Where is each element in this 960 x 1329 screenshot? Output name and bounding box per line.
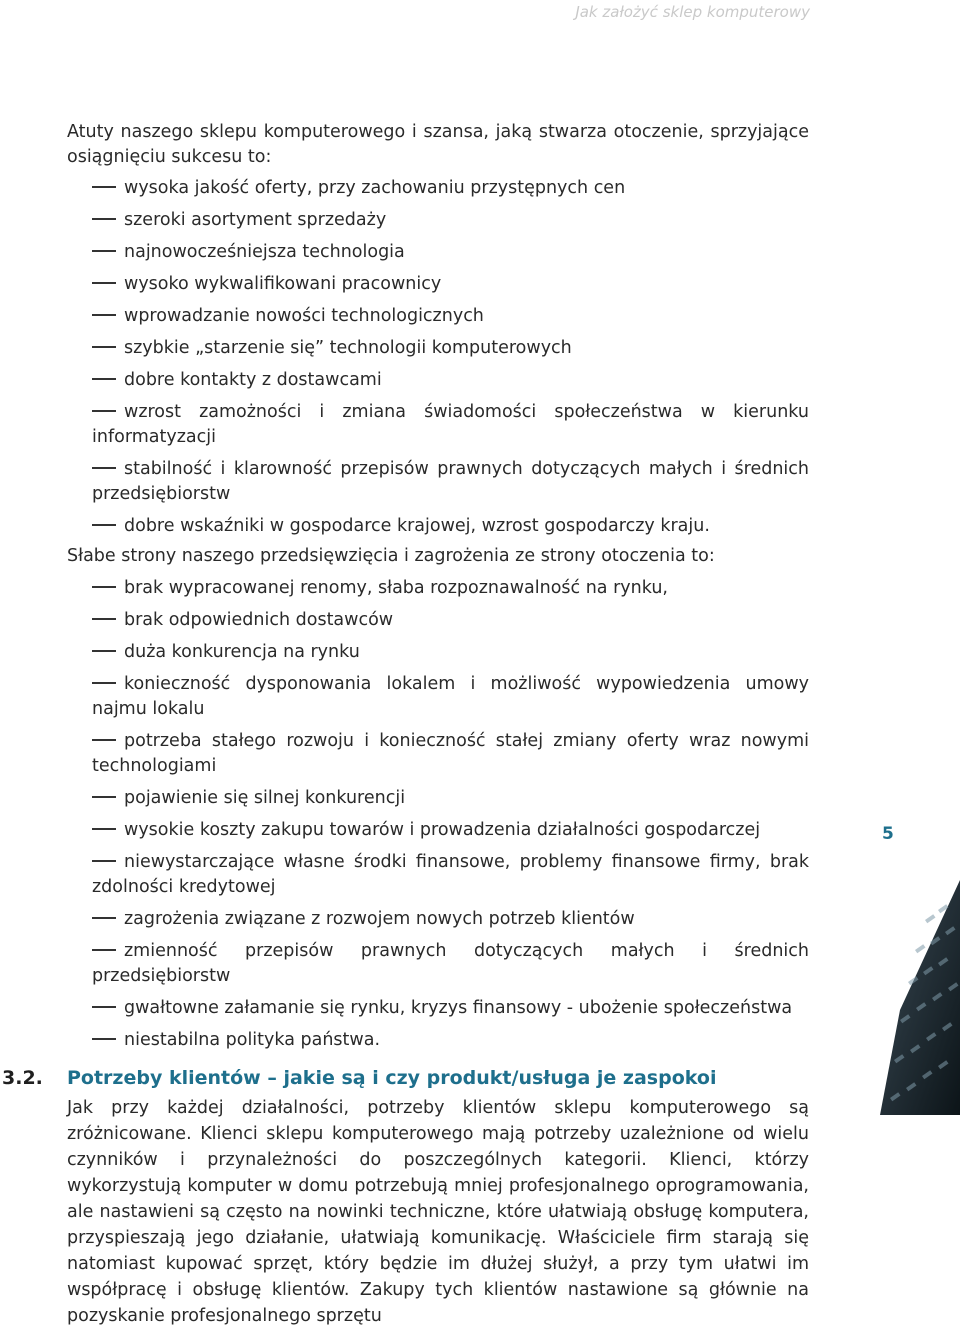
dash-bullet-icon bbox=[92, 524, 116, 525]
weaknesses-intro: Słabe strony naszego przedsięwzięcia i zagrożenia ze strony otoczenia to: bbox=[67, 546, 715, 566]
list-item-text: zagrożenia związane z rozwojem nowych potrzeb klientów bbox=[124, 909, 635, 929]
dash-bullet-icon bbox=[92, 618, 116, 619]
dash-bullet-icon bbox=[92, 346, 116, 347]
list-item-text: konieczność dysponowania lokalem i możliwość wypowiedzenia umowy najmu lokalu bbox=[92, 674, 809, 719]
list-item bbox=[92, 672, 809, 722]
list-item-text: pojawienie się silnej konkurencji bbox=[124, 788, 406, 808]
list-item bbox=[92, 514, 809, 539]
list-item bbox=[92, 272, 809, 297]
list-item-text: wzrost zamożności i zmiana świadomości społeczeństwa w kierunku informatyzacji bbox=[92, 402, 809, 447]
dash-bullet-icon bbox=[92, 682, 116, 683]
list-item-text: wysokie koszty zakupu towarów i prowadzenia działalności gospodarczej bbox=[124, 820, 761, 840]
list-item-text: szybkie „starzenie się” technologii komputerowych bbox=[124, 338, 572, 358]
strengths-list bbox=[92, 176, 809, 539]
list-item bbox=[92, 176, 809, 201]
list-item bbox=[92, 400, 809, 450]
dash-bullet-icon bbox=[92, 917, 116, 918]
dash-bullet-icon bbox=[92, 186, 116, 187]
list-item bbox=[92, 304, 809, 329]
page-number: 5 bbox=[882, 824, 894, 844]
dash-bullet-icon bbox=[92, 250, 116, 251]
strengths-intro: Atuty naszego sklepu komputerowego i szansa, jaką stwarza otoczenie, sprzyjające osiągnięciu sukcesu to: bbox=[67, 122, 809, 167]
list-item bbox=[92, 336, 809, 361]
main-content bbox=[2, 120, 809, 1329]
list-item bbox=[92, 939, 809, 989]
list-item-text: niestabilna polityka państwa. bbox=[124, 1030, 381, 1050]
list-item bbox=[92, 640, 809, 665]
dash-bullet-icon bbox=[92, 828, 116, 829]
dash-bullet-icon bbox=[92, 739, 116, 740]
dash-bullet-icon bbox=[92, 218, 116, 219]
list-item-text: stabilność i klarowność przepisów prawnych dotyczących małych i średnich przedsiębiorstw bbox=[92, 459, 809, 504]
list-item-text: dobre kontakty z dostawcami bbox=[124, 370, 382, 390]
section-heading bbox=[2, 1065, 809, 1091]
list-item bbox=[92, 786, 809, 811]
section-body: Jak przy każdej działalności, potrzeby klientów sklepu komputerowego są zróżnicowane. Klienci sklepu komputerowego mają potrzeby uzależnione od wielu czynników i przynależności do poszczególnych kategorii. Klienci, którzy wykorzystują komputer w domu potrzebują mniej profesjonalnego oprogramowania, ale nastawieni są często na nowinki techniczne, które ułatwiają obsługę komputera, przyspieszają jego działanie, ułatwiają komunikację. Właściciele firm starają się natomiast kupować sprzęt, który będzie im dłużej służył, a przy tym ułatwi im współpracę i obsługę klientów. Zakupy tych klientów nastawione są głównie na pozyskanie profesjonalnego sprzętu bbox=[67, 1098, 809, 1326]
list-item bbox=[92, 368, 809, 393]
running-header: Jak założyć sklep komputerowy bbox=[575, 3, 810, 21]
dash-bullet-icon bbox=[92, 1006, 116, 1007]
dash-bullet-icon bbox=[92, 650, 116, 651]
list-item bbox=[92, 996, 809, 1021]
section-number: 3.2. bbox=[2, 1067, 43, 1089]
weaknesses-list bbox=[92, 576, 809, 1053]
list-item bbox=[92, 1028, 809, 1053]
dash-bullet-icon bbox=[92, 586, 116, 587]
list-item bbox=[92, 818, 809, 843]
list-item-text: zmienność przepisów prawnych dotyczących małych i średnich przedsiębiorstw bbox=[92, 941, 809, 986]
dash-bullet-icon bbox=[92, 1038, 116, 1039]
list-item-text: wysoko wykwalifikowani pracownicy bbox=[124, 274, 442, 294]
dash-bullet-icon bbox=[92, 410, 116, 411]
list-item bbox=[92, 457, 809, 507]
dash-bullet-icon bbox=[92, 378, 116, 379]
list-item-text: brak odpowiednich dostawców bbox=[124, 610, 394, 630]
dash-bullet-icon bbox=[92, 282, 116, 283]
section-title: Potrzeby klientów – jakie są i czy produkt/usługa je zaspokoi bbox=[67, 1067, 717, 1089]
list-item bbox=[92, 240, 809, 265]
list-item bbox=[92, 576, 809, 601]
list-item-text: potrzeba stałego rozwoju i konieczność stałej zmiany oferty wraz nowymi technologiami bbox=[92, 731, 809, 776]
decorative-keyboard-image bbox=[870, 860, 960, 1120]
list-item-text: gwałtowne załamanie się rynku, kryzys finansowy - ubożenie społeczeństwa bbox=[124, 998, 793, 1018]
list-item-text: wprowadzanie nowości technologicznych bbox=[124, 306, 484, 326]
dash-bullet-icon bbox=[92, 860, 116, 861]
list-item bbox=[92, 608, 809, 633]
list-item-text: szeroki asortyment sprzedaży bbox=[124, 210, 387, 230]
list-item-text: wysoka jakość oferty, przy zachowaniu przystępnych cen bbox=[124, 178, 626, 198]
dash-bullet-icon bbox=[92, 949, 116, 950]
dash-bullet-icon bbox=[92, 467, 116, 468]
list-item bbox=[92, 729, 809, 779]
list-item-text: niewystarczające własne środki finansowe, problemy finansowe firmy, brak zdolności kredytowej bbox=[92, 852, 809, 897]
list-item-text: najnowocześniejsza technologia bbox=[124, 242, 405, 262]
list-item-text: dobre wskaźniki w gospodarce krajowej, wzrost gospodarczy kraju. bbox=[124, 516, 710, 536]
dash-bullet-icon bbox=[92, 796, 116, 797]
list-item bbox=[92, 850, 809, 900]
list-item bbox=[92, 907, 809, 932]
dash-bullet-icon bbox=[92, 314, 116, 315]
list-item bbox=[92, 208, 809, 233]
list-item-text: brak wypracowanej renomy, słaba rozpoznawalność na rynku, bbox=[124, 578, 668, 598]
list-item-text: duża konkurencja na rynku bbox=[124, 642, 360, 662]
